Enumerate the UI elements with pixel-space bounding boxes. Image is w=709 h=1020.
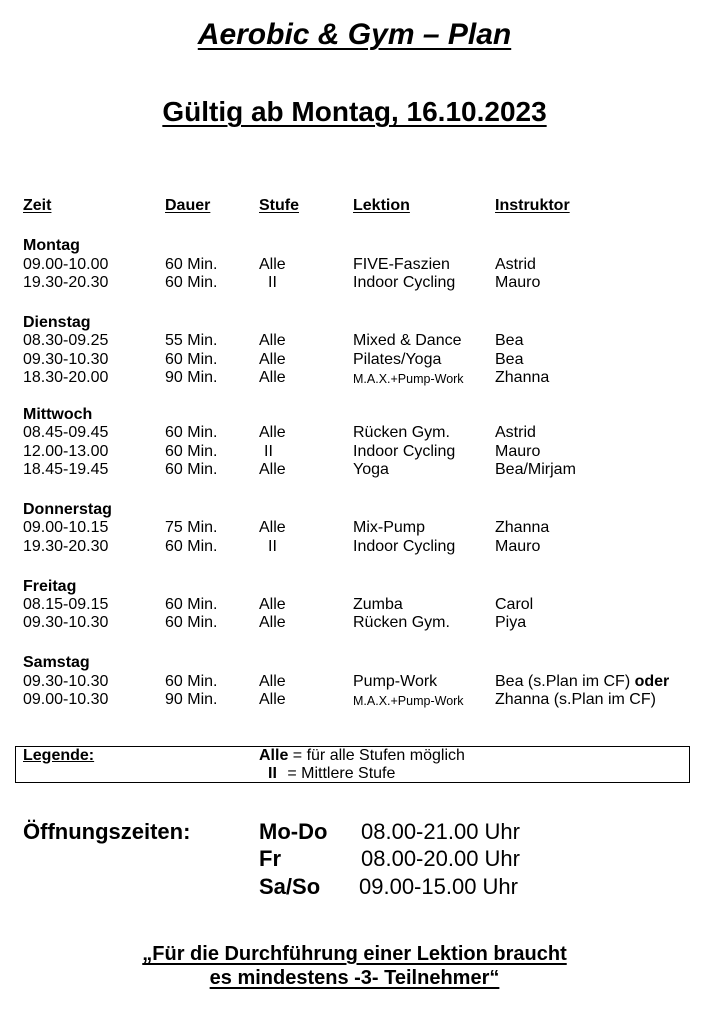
row-instruktor: Carol xyxy=(495,596,534,613)
header-instruktor: Instruktor xyxy=(495,197,570,214)
row-dauer: 60 Min. xyxy=(165,274,218,291)
row-stufe: Alle xyxy=(259,673,286,690)
row-instruktor: Bea/Mirjam xyxy=(495,461,576,478)
row-zeit: 09.00-10.00 xyxy=(23,256,109,273)
header-dauer: Dauer xyxy=(165,197,211,214)
opening-hours: 08.00-21.00 Uhr xyxy=(361,819,520,844)
row-zeit: 08.15-09.15 xyxy=(23,596,109,613)
row-lektion: FIVE-Faszien xyxy=(353,256,450,273)
row-instruktor: Mauro xyxy=(495,538,541,555)
row-lektion: Pump-Work xyxy=(353,673,438,690)
header-stufe: Stufe xyxy=(259,197,299,214)
row-dauer: 60 Min. xyxy=(165,461,218,478)
row-instruktor: Zhanna xyxy=(495,369,550,386)
instruktor-name: Bea (s.Plan im CF) xyxy=(495,673,631,690)
row-instruktor: Mauro xyxy=(495,443,541,460)
page-title: Aerobic & Gym – Plan xyxy=(197,18,512,51)
day-heading: Samstag xyxy=(23,654,90,671)
row-zeit: 18.30-20.00 xyxy=(23,369,109,386)
row-zeit: 19.30-20.30 xyxy=(23,274,109,291)
row-dauer: 60 Min. xyxy=(165,538,218,555)
row-stufe: Alle xyxy=(259,614,286,631)
row-lektion: Mix-Pump xyxy=(353,519,426,536)
row-stufe: Alle xyxy=(259,351,286,368)
row-dauer: 55 Min. xyxy=(165,332,218,349)
row-stufe: II xyxy=(264,443,273,460)
row-dauer: 90 Min. xyxy=(165,691,218,708)
day-heading: Freitag xyxy=(23,578,77,595)
header-lektion: Lektion xyxy=(353,197,410,214)
row-stufe: Alle xyxy=(259,461,286,478)
row-stufe: Alle xyxy=(259,519,286,536)
legend-ii-text: = Mittlere Stufe xyxy=(287,765,396,782)
row-zeit: 09.30-10.30 xyxy=(23,614,109,631)
row-instruktor: Bea xyxy=(495,332,524,349)
row-lektion: Indoor Cycling xyxy=(353,538,456,555)
row-stufe: Alle xyxy=(259,369,286,386)
day-heading: Dienstag xyxy=(23,314,91,331)
row-dauer: 60 Min. xyxy=(165,351,218,368)
row-instruktor: Astrid xyxy=(495,256,536,273)
row-dauer: 60 Min. xyxy=(165,673,218,690)
row-dauer: 60 Min. xyxy=(165,596,218,613)
row-zeit: 09.00-10.15 xyxy=(23,519,109,536)
row-zeit: 19.30-20.30 xyxy=(23,538,109,555)
row-dauer: 60 Min. xyxy=(165,443,218,460)
row-stufe: Alle xyxy=(259,332,286,349)
legend-ii-key: II xyxy=(268,765,277,782)
row-lektion: Zumba xyxy=(353,596,403,613)
row-dauer: 90 Min. xyxy=(165,369,218,386)
legend-alle-key: Alle xyxy=(259,747,289,764)
row-instruktor: Astrid xyxy=(495,424,536,441)
row-stufe: Alle xyxy=(259,256,286,273)
row-lektion: Mixed & Dance xyxy=(353,332,462,349)
row-zeit: 09.30-10.30 xyxy=(23,351,109,368)
day-heading: Montag xyxy=(23,237,80,254)
row-lektion: Rücken Gym. xyxy=(353,614,450,631)
row-instruktor: Bea xyxy=(495,351,524,368)
row-zeit: 12.00-13.00 xyxy=(23,443,109,460)
row-dauer: 60 Min. xyxy=(165,256,218,273)
legend-alle xyxy=(259,747,465,765)
note-line-2: es mindestens -3- Teilnehmer“ xyxy=(209,967,500,989)
row-lektion: Yoga xyxy=(353,461,389,478)
row-zeit: 18.45-19.45 xyxy=(23,461,109,478)
opening-label: Öffnungszeiten: xyxy=(23,819,191,844)
row-stufe: Alle xyxy=(259,691,286,708)
row-instruktor: Zhanna (s.Plan im CF) xyxy=(495,691,656,708)
row-instruktor: Mauro xyxy=(495,274,541,291)
opening-days: Mo-Do xyxy=(259,819,328,844)
row-dauer: 60 Min. xyxy=(165,614,218,631)
row-lektion: Rücken Gym. xyxy=(353,424,450,441)
row-zeit: 09.00-10.30 xyxy=(23,691,109,708)
row-stufe: Alle xyxy=(259,424,286,441)
day-heading: Donnerstag xyxy=(23,501,112,518)
row-lektion: Pilates/Yoga xyxy=(353,351,442,368)
opening-days: Fr xyxy=(259,846,281,871)
row-instruktor: Zhanna xyxy=(495,519,550,536)
header-zeit: Zeit xyxy=(23,197,52,214)
row-lektion: M.A.X.+Pump-Work xyxy=(353,372,464,386)
page-subtitle: Gültig ab Montag, 16.10.2023 xyxy=(162,96,547,127)
row-zeit: 08.45-09.45 xyxy=(23,424,109,441)
row-dauer: 60 Min. xyxy=(165,424,218,441)
row-stufe: II xyxy=(268,274,277,291)
row-stufe: Alle xyxy=(259,596,286,613)
legend-label: Legende: xyxy=(23,747,95,764)
opening-days: Sa/So xyxy=(259,874,321,899)
instruktor-oder: oder xyxy=(634,673,670,690)
opening-hours: 08.00-20.00 Uhr xyxy=(361,846,520,871)
row-lektion: Indoor Cycling xyxy=(353,274,456,291)
row-instruktor xyxy=(495,673,669,691)
legend-alle-text: = für alle Stufen möglich xyxy=(292,747,465,764)
row-lektion: Indoor Cycling xyxy=(353,443,456,460)
row-instruktor: Piya xyxy=(495,614,527,631)
row-stufe: II xyxy=(268,538,277,555)
note-line-1: „Für die Durchführung einer Lektion braucht xyxy=(142,943,567,965)
opening-hours: 09.00-15.00 Uhr xyxy=(359,874,518,899)
row-dauer: 75 Min. xyxy=(165,519,218,536)
legend-ii xyxy=(268,765,395,783)
row-lektion: M.A.X.+Pump-Work xyxy=(353,694,464,708)
day-heading: Mittwoch xyxy=(23,406,93,423)
row-zeit: 08.30-09.25 xyxy=(23,332,109,349)
row-zeit: 09.30-10.30 xyxy=(23,673,109,690)
